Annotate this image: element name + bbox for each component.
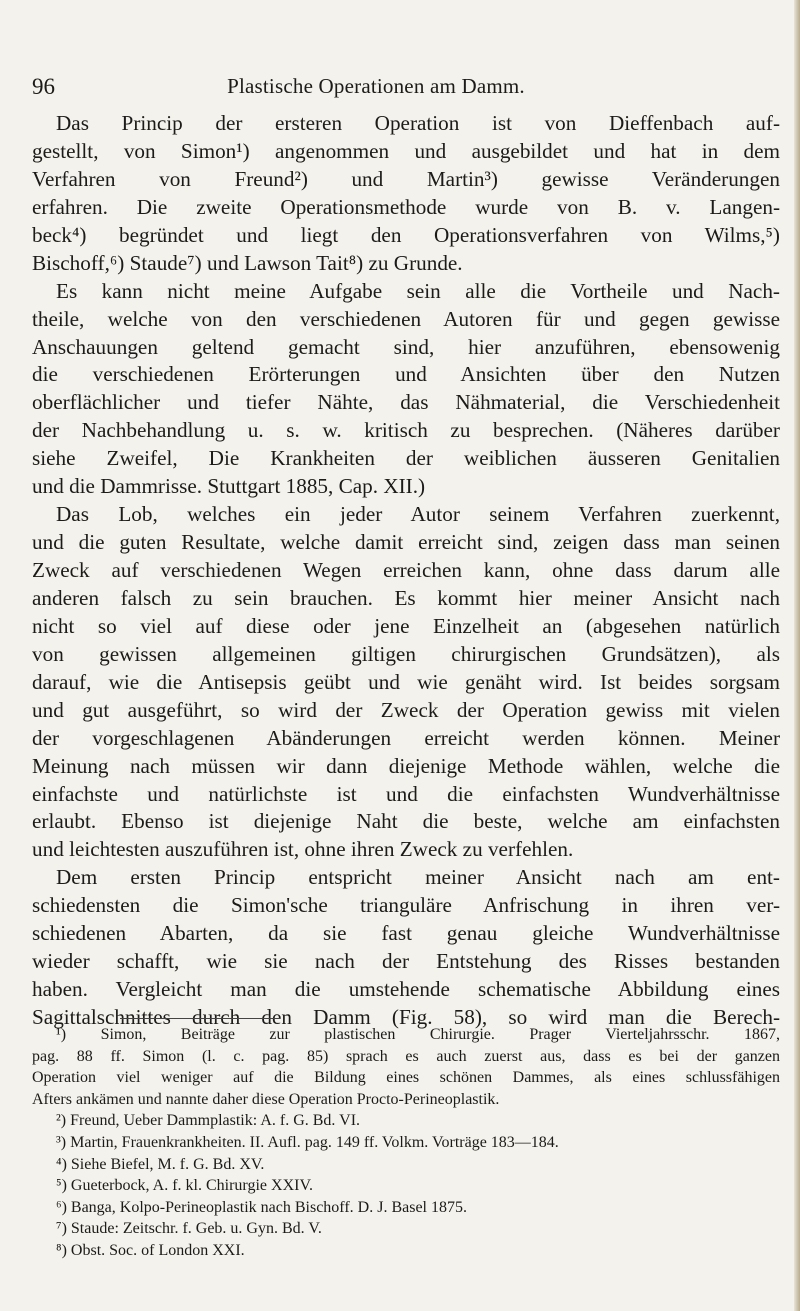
text-line: beck⁴) begründet und liegt den Operationsverfahren von Wilms,⁵) xyxy=(32,222,780,247)
text-line: Zweck auf verschiedenen Wegen erreichen kann, ohne dass darum alle xyxy=(32,558,780,582)
text-line: wieder schafft, wie sie nach der Entstehung des Risses bestanden xyxy=(32,949,780,974)
text-line: Meinung nach müssen wir dann diejenige Methode wählen, welche die xyxy=(32,753,780,778)
text-line: Das Princip der ersteren Operation ist von Dieffenbach auf- xyxy=(56,111,780,135)
text-line: siehe Zweifel, Die Krankheiten der weiblichen äusseren Genitalien xyxy=(32,446,780,471)
footnote-line: Operation viel weniger auf die Bildung eines schönen Dammes, als eines schlussfähigen xyxy=(32,1069,780,1087)
text-line: die verschiedenen Erörterungen und Ansichten über den Nutzen xyxy=(32,362,780,387)
text-line: oberflächlicher und tiefer Nähte, das Nähmaterial, die Verschiedenheit xyxy=(32,390,780,415)
text-line: und die Dammrisse. Stuttgart 1885, Cap. XII.) xyxy=(32,474,426,499)
footnote-line: ⁸) Obst. Soc. of London XXI. xyxy=(56,1241,245,1259)
page-number: 96 xyxy=(32,74,55,99)
footnote-line: ⁶) Banga, Kolpo-Perineoplastik nach Bischoff. D. J. Basel 1875. xyxy=(56,1198,467,1216)
footnotes xyxy=(32,1024,780,1262)
text-line: einfachste und natürlichste ist und die einfachsten Wundverhältnisse xyxy=(32,781,780,806)
text-line: anderen falsch zu sein brauchen. Es kommt hier meiner Ansicht nach xyxy=(32,585,780,610)
text-line: und leichtesten auszuführen ist, ohne ihren Zweck zu verfehlen. xyxy=(32,837,574,862)
text-line: Sagittalschnittes durch den Damm (Fig. 58), so wird man die Berech- xyxy=(32,1005,780,1029)
page-header xyxy=(32,74,780,104)
footnote-line: ⁷) Staude: Zeitschr. f. Geb. u. Gyn. Bd. V. xyxy=(56,1220,322,1238)
text-line: schiedenen Abarten, da sie fast genau gleiche Wundverhältnisse xyxy=(32,921,780,946)
footnote-line: Afters ankämen und nannte daher diese Operation Procto-Perineoplastik. xyxy=(32,1090,500,1108)
text-line: nicht so viel auf diese oder jene Einzelheit an (abgesehen natürlich xyxy=(32,613,780,638)
text-line: und die guten Resultate, welche damit erreicht sind, zeigen dass man seinen xyxy=(32,530,780,555)
footnote-line: ³) Martin, Frauenkrankheiten. II. Aufl. pag. 149 ff. Volkm. Vorträge 183—184. xyxy=(56,1133,559,1151)
footnote-line: pag. 88 ff. Simon (l. c. pag. 85) sprach es auch zuerst aus, dass es bei der ganzen xyxy=(32,1047,780,1065)
page-edge xyxy=(794,0,800,1311)
text-line: Verfahren von Freund²) und Martin³) gewisse Veränderungen xyxy=(32,166,780,191)
text-line: von gewissen allgemeinen giltigen chirurgischen Grundsätzen), als xyxy=(32,641,780,666)
text-line: Dem ersten Princip entspricht meiner Ansicht nach am ent- xyxy=(56,865,780,890)
text-line: haben. Vergleicht man die umstehende schematische Abbildung eines xyxy=(32,977,780,1002)
text-line: gestellt, von Simon¹) angenommen und ausgebildet und hat in dem xyxy=(32,138,780,163)
footnote-line: ⁴) Siehe Biefel, M. f. G. Bd. XV. xyxy=(56,1155,265,1173)
text-line: theile, welche von den verschiedenen Autoren für und gegen gewisse xyxy=(32,306,780,331)
text-line: erfahren. Die zweite Operationsmethode wurde von B. v. Langen- xyxy=(32,194,780,219)
text-line: erlaubt. Ebenso ist diejenige Naht die beste, welche am einfachsten xyxy=(32,809,780,834)
footnote-line: ¹) Simon, Beiträge zur plastischen Chirurgie. Prager Vierteljahrsschr. 1867, xyxy=(56,1026,780,1043)
footnote-line: ²) Freund, Ueber Dammplastik: A. f. G. Bd. VI. xyxy=(56,1112,361,1130)
text-line: Anschauungen geltend gemacht sind, hier anzuführen, ebensowenig xyxy=(32,334,780,359)
text-line: Bischoff,⁶) Staude⁷) und Lawson Tait⁸) zu Grunde. xyxy=(32,250,463,275)
text-line: Das Lob, welches ein jeder Autor seinem Verfahren zuerkennt, xyxy=(56,502,780,527)
footnote-divider xyxy=(120,1018,280,1019)
running-title: Plastische Operationen am Damm. xyxy=(227,74,525,98)
footnote-line: ⁵) Gueterbock, A. f. kl. Chirurgie XXIV. xyxy=(56,1177,313,1195)
body-text xyxy=(32,110,780,1032)
text-line: und gut ausgeführt, so wird der Zweck der Operation gewiss mit vielen xyxy=(32,697,780,722)
text-line: schiedensten die Simon'sche trianguläre Anfrischung in ihren ver- xyxy=(32,893,780,918)
text-line: der vorgeschlagenen Abänderungen erreicht werden können. Meiner xyxy=(32,725,780,750)
text-line: der Nachbehandlung u. s. w. kritisch zu besprechen. (Näheres darüber xyxy=(32,418,780,443)
text-line: darauf, wie die Antisepsis geübt und wie genäht wird. Ist beides sorgsam xyxy=(32,669,780,694)
text-line: Es kann nicht meine Aufgabe sein alle die Vortheile und Nach- xyxy=(56,278,780,303)
